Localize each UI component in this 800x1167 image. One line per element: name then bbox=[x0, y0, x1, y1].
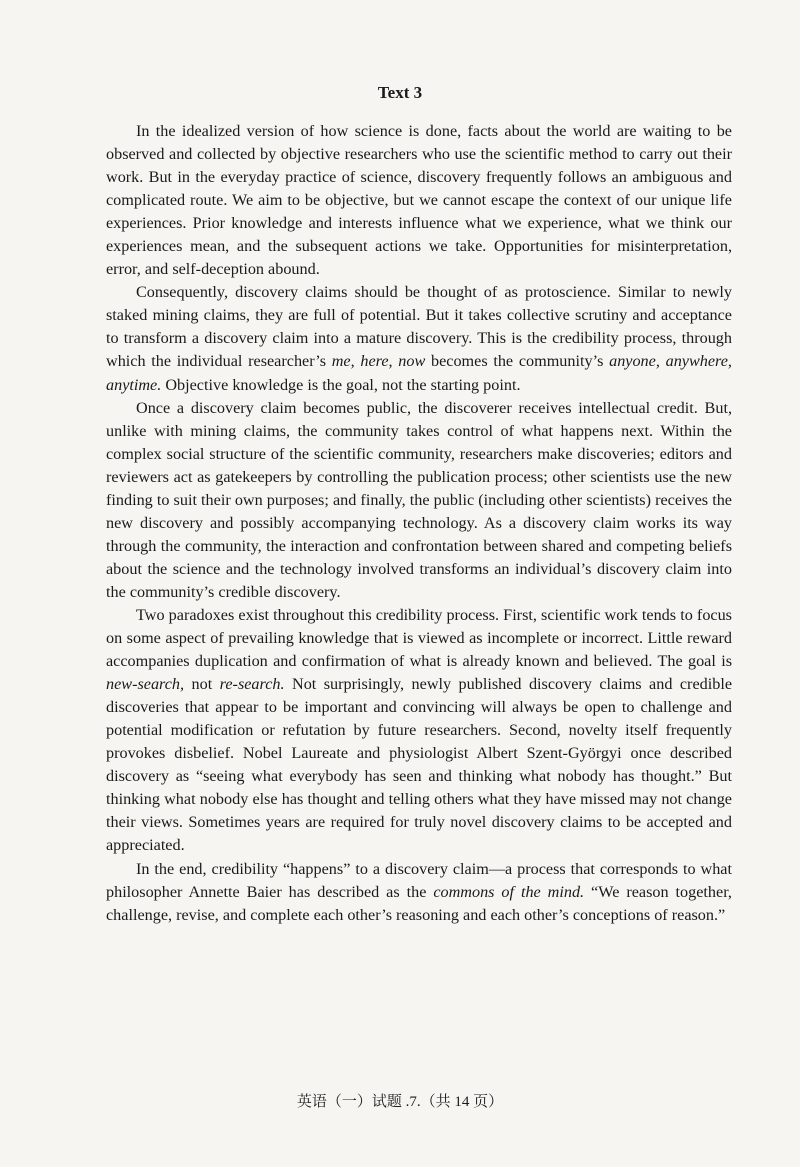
paragraph-4-text-a: Two paradoxes exist throughout this credibility process. First, scientific work tends to focus on some aspect of prevailing knowledge that is viewed as incomplete or incorrect. Little reward accompanies duplication and confirmation of what is already known and believed. The goal is bbox=[106, 605, 732, 671]
paragraph-2-text-c: Objective knowledge is the goal, not the starting point. bbox=[161, 375, 521, 394]
paragraph-1 bbox=[106, 120, 732, 281]
paragraph-5-italic-commons-of-the-mind: commons of the mind. bbox=[433, 882, 585, 901]
paragraph-4-text-c: Not surprisingly, newly published discovery claims and credible discoveries that appear to be important and convincing will always be open to challenge and potential modification or refutation by future researchers. Second, novelty itself frequently provokes disbelief. Nobel Laureate and physiologist Albert Szent-Györgyi once described discovery as “seeing what everybody has seen and thinking what nobody has thought.” But thinking what nobody else has thought and telling others what they have missed may not change their views. Sometimes years are required for truly novel discovery claims to be accepted and appreciated. bbox=[106, 675, 732, 855]
paragraph-2 bbox=[106, 281, 732, 396]
paragraph-2-text-a: Consequently, discovery claims should be thought of as protoscience. Similar to newly staked mining claims, they are full of potential. But it takes collective scrutiny and acceptance to transform a discovery claim into a mature discovery. This is the credibility process, through which the individual researcher’s bbox=[106, 283, 732, 371]
paragraph-4-text-b: not bbox=[184, 675, 220, 694]
text-title: Text 3 bbox=[377, 83, 423, 102]
paragraph-2-italic-anyone: anyone, anywhere, anytime. bbox=[106, 352, 732, 394]
paragraph-4 bbox=[106, 604, 732, 858]
paragraph-4-italic-re-search: re-search. bbox=[219, 675, 285, 694]
paragraph-5-text-a: In the end, credibility “happens” to a discovery claim—a process that corresponds to what philosopher Annette Baier has described as the bbox=[106, 859, 732, 901]
paragraph-5-text-b: “We reason together, challenge, revise, and complete each other’s reasoning and each other’s conceptions of reason.” bbox=[106, 882, 732, 924]
paragraph-2-text-b: becomes the community’s bbox=[425, 352, 610, 371]
passage-body bbox=[106, 120, 732, 927]
page-footer: 英语（一）试题 .7.（共 14 页） bbox=[296, 1094, 504, 1110]
paragraph-1-text: In the idealized version of how science is done, facts about the world are waiting to be observed and collected by objective researchers who use the scientific method to carry out their work. But in the everyday practice of science, discovery frequently follows an ambiguous and complicated route. We aim to be objective, but we cannot escape the context of our unique life experiences. Prior knowledge and interests influence what we experience, what we think our experiences mean, and the subsequent actions we take. Opportunities for misinterpretation, error, and self-deception abound. bbox=[106, 122, 732, 279]
paragraph-3 bbox=[106, 397, 732, 604]
paragraph-5 bbox=[106, 858, 732, 927]
paragraph-3-text: Once a discovery claim becomes public, the discoverer receives intellectual credit. But, unlike with mining claims, the community takes control of what happens next. Within the complex social structure of the scientific community, researchers make discoveries; editors and reviewers act as gatekeepers by controlling the publication process; other scientists use the new finding to suit their own purposes; and finally, the public (including other scientists) receives the new discovery and possibly accompanying technology. As a discovery claim works its way through the community, the interaction and confrontation between shared and competing beliefs about the science and the technology involved transforms an individual’s discovery claim into the community’s credible discovery. bbox=[106, 398, 732, 601]
paragraph-2-italic-me-here-now: me, here, now bbox=[331, 352, 426, 371]
paragraph-4-italic-new-search: new-search, bbox=[106, 675, 185, 694]
